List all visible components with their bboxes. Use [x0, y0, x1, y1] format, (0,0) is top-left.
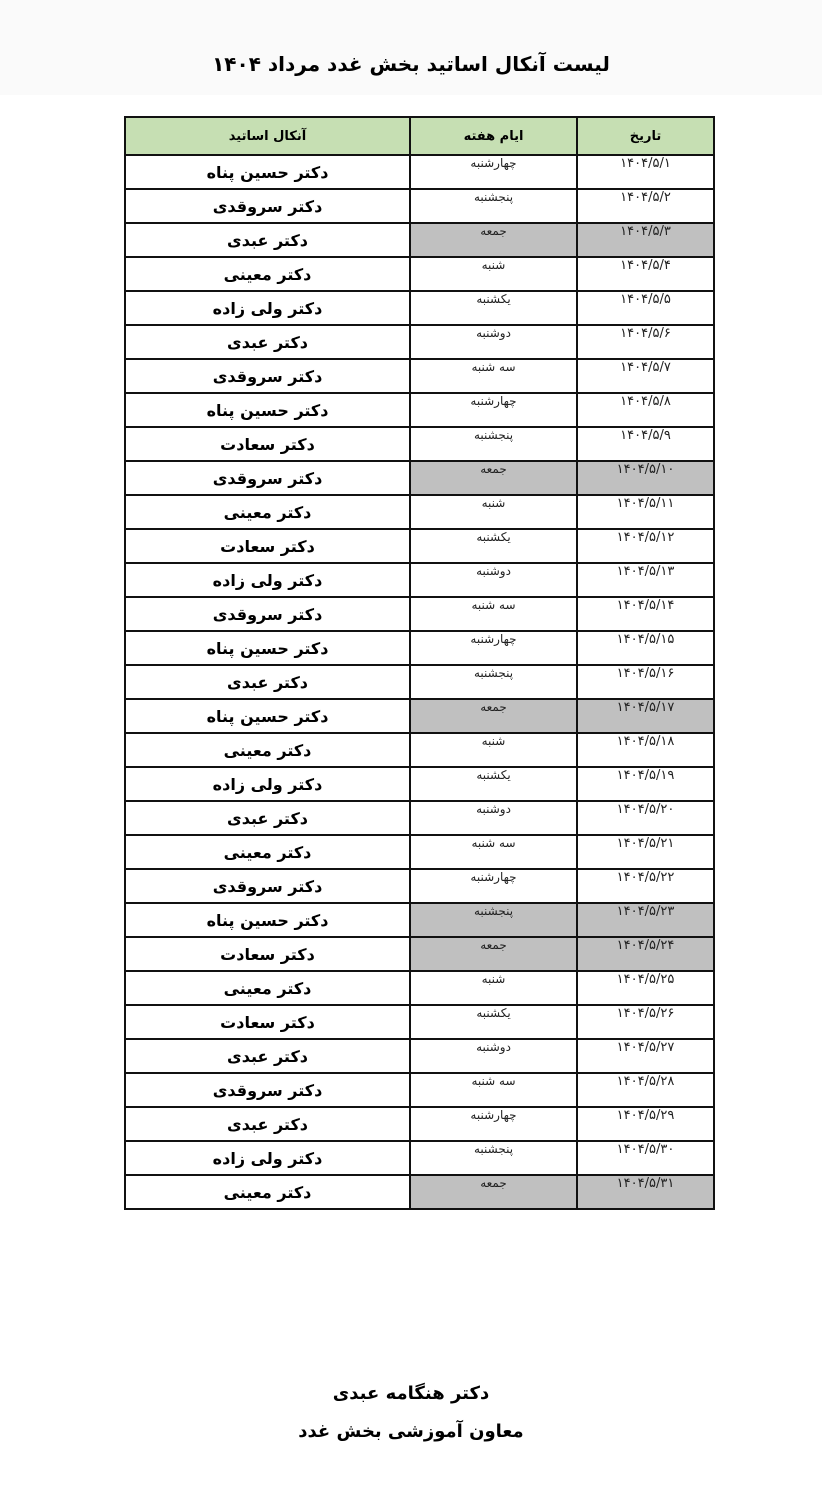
table-row: [125, 971, 714, 1005]
professor-cell: دکتر سروقدی: [125, 869, 410, 903]
date-cell: ۱۴۰۴/۵/۶: [577, 325, 714, 359]
weekday-cell: چهارشنبه: [410, 155, 577, 189]
weekday-cell: پنجشنبه: [410, 427, 577, 461]
professor-cell: دکتر عبدی: [125, 223, 410, 257]
weekday-cell: شنبه: [410, 495, 577, 529]
date-cell: ۱۴۰۴/۵/۲۷: [577, 1039, 714, 1073]
table-row: [125, 801, 714, 835]
table-row: [125, 869, 714, 903]
professor-cell: دکتر ولی زاده: [125, 1141, 410, 1175]
weekday-cell: سه شنبه: [410, 1073, 577, 1107]
date-cell: ۱۴۰۴/۵/۲۹: [577, 1107, 714, 1141]
table-row: [125, 699, 714, 733]
date-cell: ۱۴۰۴/۵/۱۳: [577, 563, 714, 597]
date-cell: ۱۴۰۴/۵/۲۵: [577, 971, 714, 1005]
weekday-cell: سه شنبه: [410, 359, 577, 393]
weekday-cell: پنجشنبه: [410, 1141, 577, 1175]
date-cell: ۱۴۰۴/۵/۹: [577, 427, 714, 461]
weekday-cell: چهارشنبه: [410, 1107, 577, 1141]
table-row: [125, 1107, 714, 1141]
weekday-cell: پنجشنبه: [410, 189, 577, 223]
professor-cell: دکتر عبدی: [125, 325, 410, 359]
date-cell: ۱۴۰۴/۵/۲۴: [577, 937, 714, 971]
table-row: [125, 495, 714, 529]
weekday-cell: سه شنبه: [410, 835, 577, 869]
signature-name: دکتر هنگامه عبدی: [332, 1383, 490, 1404]
weekday-cell: جمعه: [410, 461, 577, 495]
table-row: [125, 1073, 714, 1107]
professor-cell: دکتر معینی: [125, 835, 410, 869]
weekday-cell: چهارشنبه: [410, 631, 577, 665]
date-cell: ۱۴۰۴/۵/۱۹: [577, 767, 714, 801]
professor-cell: دکتر حسین پناه: [125, 699, 410, 733]
date-cell: ۱۴۰۴/۵/۸: [577, 393, 714, 427]
table-row: [125, 563, 714, 597]
weekday-cell: یکشنبه: [410, 529, 577, 563]
signature-role: معاون آموزشی بخش غدد: [298, 1421, 524, 1442]
table-row: [125, 257, 714, 291]
weekday-cell: یکشنبه: [410, 767, 577, 801]
weekday-cell: جمعه: [410, 937, 577, 971]
weekday-cell: دوشنبه: [410, 563, 577, 597]
page-top-band: [0, 0, 822, 95]
weekday-cell: چهارشنبه: [410, 869, 577, 903]
professor-cell: دکتر سروقدی: [125, 461, 410, 495]
table-header-row: [125, 117, 714, 155]
table-body: [125, 155, 714, 1209]
date-cell: ۱۴۰۴/۵/۲: [577, 189, 714, 223]
table-row: [125, 359, 714, 393]
professor-cell: دکتر عبدی: [125, 801, 410, 835]
professor-cell: دکتر ولی زاده: [125, 767, 410, 801]
table-row: [125, 529, 714, 563]
professor-cell: دکتر عبدی: [125, 1039, 410, 1073]
table-row: [125, 1005, 714, 1039]
table-row: [125, 223, 714, 257]
table-row: [125, 835, 714, 869]
table-row: [125, 631, 714, 665]
weekday-cell: شنبه: [410, 971, 577, 1005]
professor-cell: دکتر عبدی: [125, 665, 410, 699]
date-cell: ۱۴۰۴/۵/۱۷: [577, 699, 714, 733]
table-row: [125, 665, 714, 699]
weekday-cell: شنبه: [410, 257, 577, 291]
table-row: [125, 189, 714, 223]
table-row: [125, 1175, 714, 1209]
weekday-cell: سه شنبه: [410, 597, 577, 631]
date-cell: ۱۴۰۴/۵/۱: [577, 155, 714, 189]
date-cell: ۱۴۰۴/۵/۱۴: [577, 597, 714, 631]
professor-cell: دکتر سعادت: [125, 1005, 410, 1039]
date-cell: ۱۴۰۴/۵/۱۵: [577, 631, 714, 665]
weekday-cell: دوشنبه: [410, 1039, 577, 1073]
weekday-cell: جمعه: [410, 699, 577, 733]
table-row: [125, 325, 714, 359]
header-professor: آنکال اساتید: [125, 117, 410, 155]
table-row: [125, 903, 714, 937]
professor-cell: دکتر سروقدی: [125, 597, 410, 631]
weekday-cell: پنجشنبه: [410, 665, 577, 699]
professor-cell: دکتر معینی: [125, 1175, 410, 1209]
weekday-cell: دوشنبه: [410, 325, 577, 359]
professor-cell: دکتر سعادت: [125, 937, 410, 971]
table-row: [125, 597, 714, 631]
oncall-table: [124, 116, 715, 1210]
date-cell: ۱۴۰۴/۵/۵: [577, 291, 714, 325]
professor-cell: دکتر حسین پناه: [125, 155, 410, 189]
professor-cell: دکتر حسین پناه: [125, 903, 410, 937]
date-cell: ۱۴۰۴/۵/۲۶: [577, 1005, 714, 1039]
table-row: [125, 937, 714, 971]
professor-cell: دکتر سروقدی: [125, 1073, 410, 1107]
header-day: ایام هفته: [410, 117, 577, 155]
table-row: [125, 155, 714, 189]
date-cell: ۱۴۰۴/۵/۲۳: [577, 903, 714, 937]
table-row: [125, 1141, 714, 1175]
header-date: تاریخ: [577, 117, 714, 155]
professor-cell: دکتر سروقدی: [125, 189, 410, 223]
date-cell: ۱۴۰۴/۵/۱۱: [577, 495, 714, 529]
professor-cell: دکتر معینی: [125, 733, 410, 767]
professor-cell: دکتر ولی زاده: [125, 291, 410, 325]
date-cell: ۱۴۰۴/۵/۳۱: [577, 1175, 714, 1209]
professor-cell: دکتر سروقدی: [125, 359, 410, 393]
date-cell: ۱۴۰۴/۵/۲۱: [577, 835, 714, 869]
date-cell: ۱۴۰۴/۵/۱۰: [577, 461, 714, 495]
table-row: [125, 1039, 714, 1073]
date-cell: ۱۴۰۴/۵/۲۸: [577, 1073, 714, 1107]
date-cell: ۱۴۰۴/۵/۱۶: [577, 665, 714, 699]
table-row: [125, 733, 714, 767]
table-row: [125, 767, 714, 801]
professor-cell: دکتر عبدی: [125, 1107, 410, 1141]
professor-cell: دکتر معینی: [125, 495, 410, 529]
weekday-cell: دوشنبه: [410, 801, 577, 835]
professor-cell: دکتر حسین پناه: [125, 631, 410, 665]
date-cell: ۱۴۰۴/۵/۱۲: [577, 529, 714, 563]
weekday-cell: شنبه: [410, 733, 577, 767]
table-row: [125, 427, 714, 461]
date-cell: ۱۴۰۴/۵/۷: [577, 359, 714, 393]
table-row: [125, 461, 714, 495]
table-row: [125, 291, 714, 325]
weekday-cell: چهارشنبه: [410, 393, 577, 427]
professor-cell: دکتر ولی زاده: [125, 563, 410, 597]
date-cell: ۱۴۰۴/۵/۳: [577, 223, 714, 257]
weekday-cell: جمعه: [410, 223, 577, 257]
professor-cell: دکتر سعادت: [125, 529, 410, 563]
weekday-cell: پنجشنبه: [410, 903, 577, 937]
date-cell: ۱۴۰۴/۵/۳۰: [577, 1141, 714, 1175]
professor-cell: دکتر سعادت: [125, 427, 410, 461]
weekday-cell: یکشنبه: [410, 291, 577, 325]
professor-cell: دکتر معینی: [125, 257, 410, 291]
table-row: [125, 393, 714, 427]
professor-cell: دکتر حسین پناه: [125, 393, 410, 427]
date-cell: ۱۴۰۴/۵/۱۸: [577, 733, 714, 767]
date-cell: ۱۴۰۴/۵/۴: [577, 257, 714, 291]
date-cell: ۱۴۰۴/۵/۲۲: [577, 869, 714, 903]
weekday-cell: یکشنبه: [410, 1005, 577, 1039]
professor-cell: دکتر معینی: [125, 971, 410, 1005]
date-cell: ۱۴۰۴/۵/۲۰: [577, 801, 714, 835]
document-title: لیست آنکال اساتید بخش غدد مرداد ۱۴۰۴: [212, 52, 610, 76]
weekday-cell: جمعه: [410, 1175, 577, 1209]
